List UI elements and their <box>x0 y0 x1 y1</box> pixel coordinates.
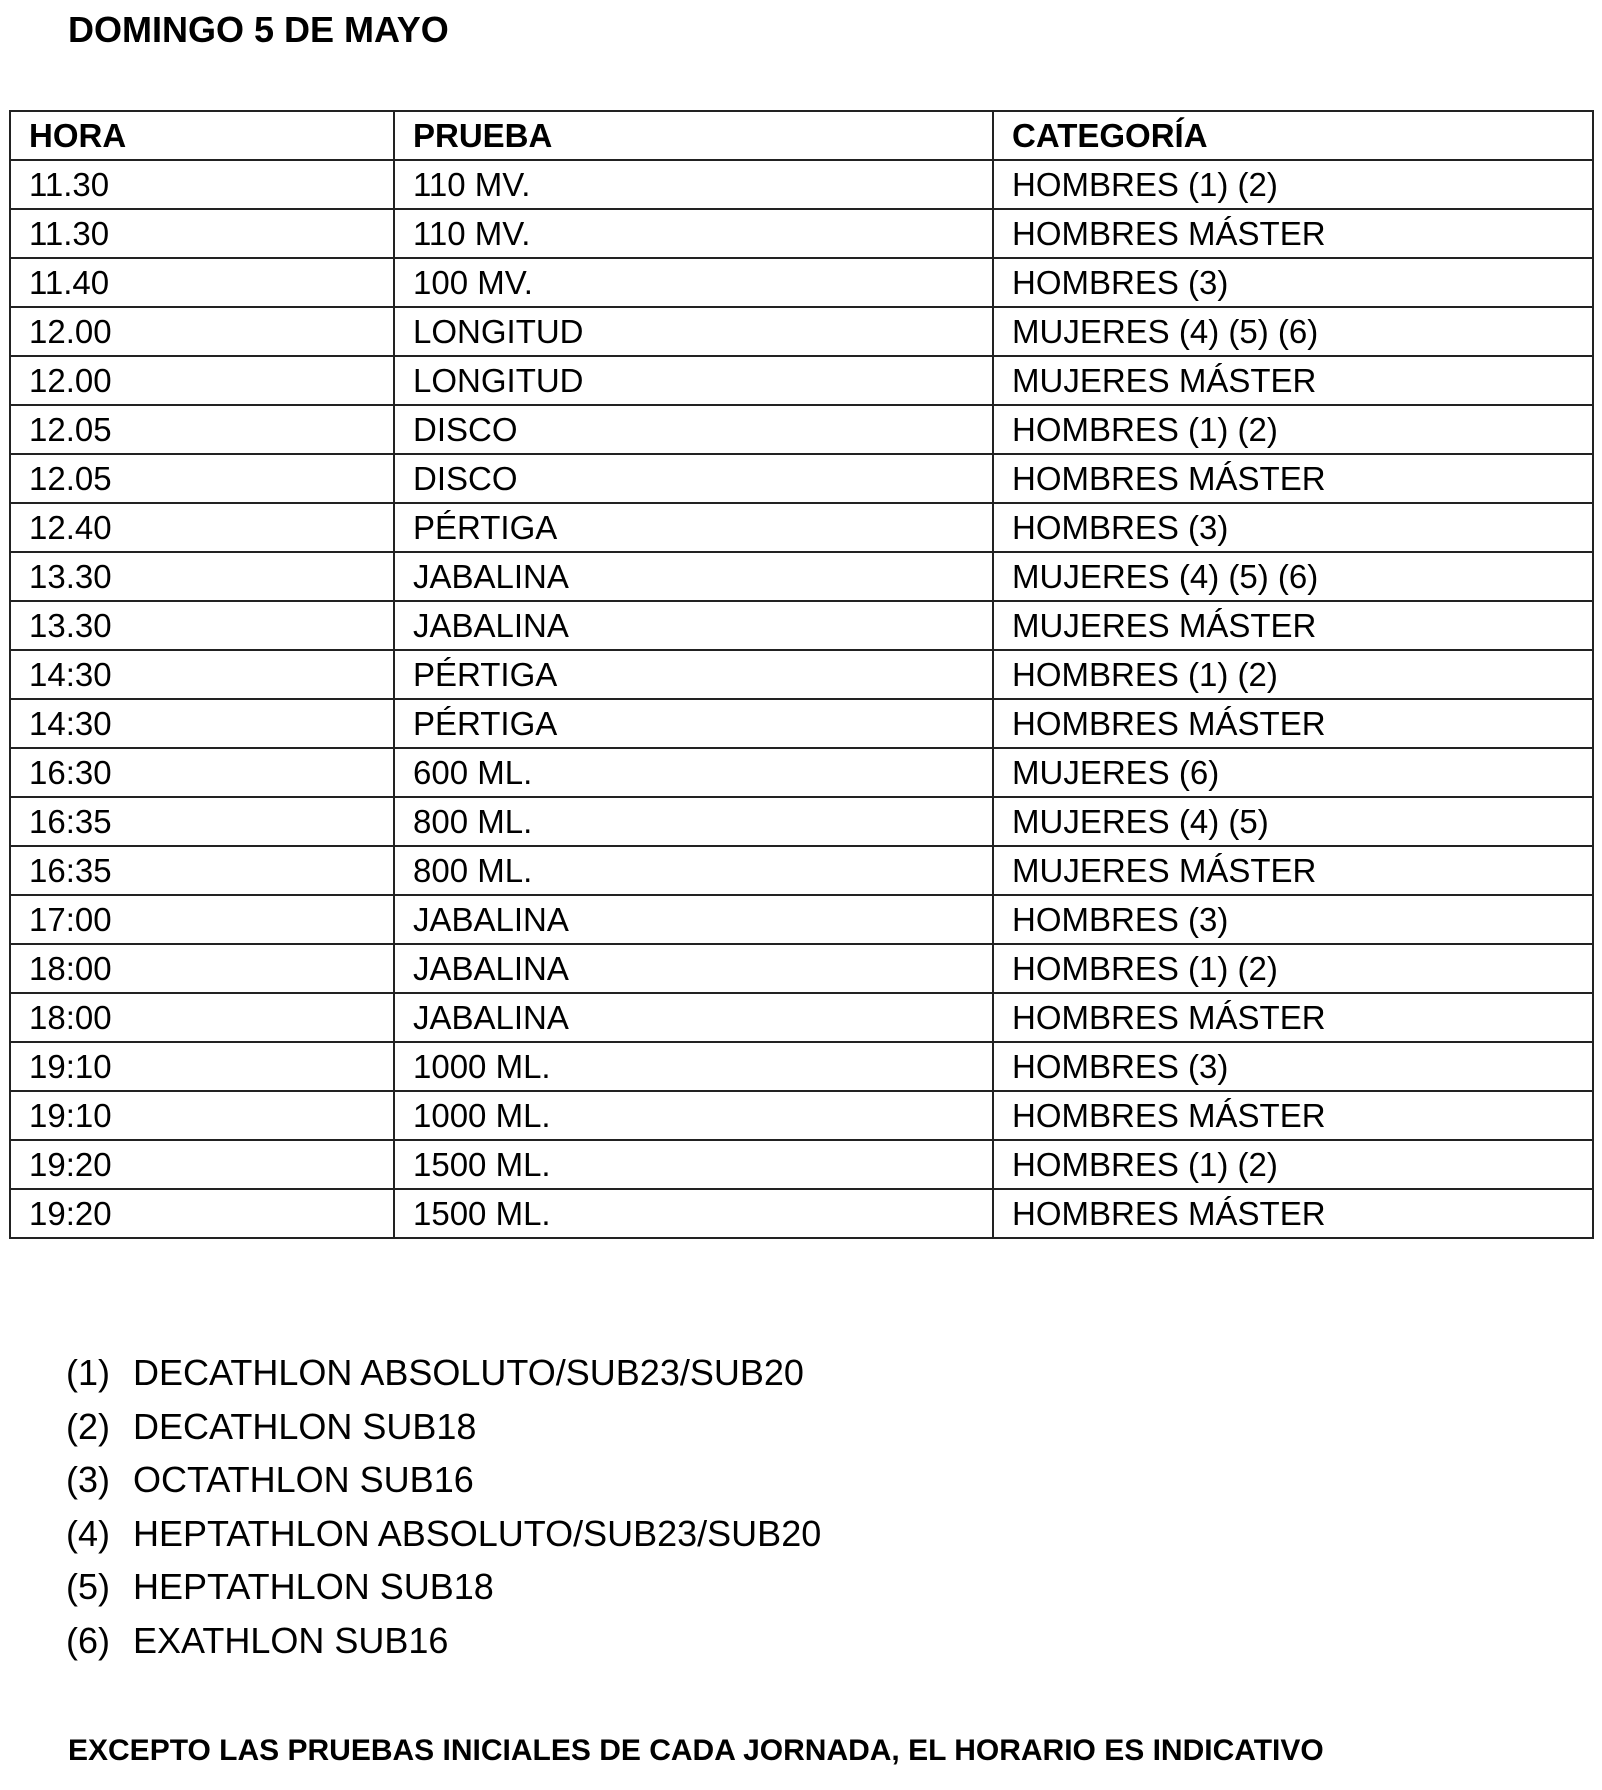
legend-item-number: (1) <box>66 1352 110 1393</box>
table-row <box>10 993 1593 1042</box>
cell-categoria: HOMBRES (1) (2) <box>993 1140 1593 1189</box>
cell-hora: 16:30 <box>10 748 394 797</box>
legend-item-number: (2) <box>66 1405 110 1447</box>
cell-prueba: PÉRTIGA <box>394 699 993 748</box>
table-row <box>10 601 1593 650</box>
cell-prueba: 1500 ML. <box>394 1189 993 1238</box>
table-row <box>10 895 1593 944</box>
table-row <box>10 503 1593 552</box>
cell-prueba: JABALINA <box>394 552 993 601</box>
table-row <box>10 1189 1593 1238</box>
legend-item-text: EXATHLON SUB16 <box>133 1619 449 1661</box>
cell-prueba: LONGITUD <box>394 307 993 356</box>
legend-item-text: HEPTATHLON SUB18 <box>133 1566 494 1607</box>
legend-item-number: (4) <box>66 1512 110 1554</box>
table-row <box>10 258 1593 307</box>
cell-categoria: HOMBRES MÁSTER <box>993 454 1593 503</box>
cell-categoria: HOMBRES (3) <box>993 1042 1593 1091</box>
cell-categoria: HOMBRES (1) (2) <box>993 160 1593 209</box>
table-row <box>10 160 1593 209</box>
cell-prueba: DISCO <box>394 454 993 503</box>
cell-prueba: 110 MV. <box>394 209 993 258</box>
table-row <box>10 307 1593 356</box>
table-row <box>10 944 1593 993</box>
table-row <box>10 405 1593 454</box>
legend-item-number: (6) <box>66 1619 110 1661</box>
cell-prueba: PÉRTIGA <box>394 503 993 552</box>
cell-hora: 18:00 <box>10 993 394 1042</box>
page-title: DOMINGO 5 DE MAYO <box>68 9 449 50</box>
cell-prueba: JABALINA <box>394 895 993 944</box>
footer-note: EXCEPTO LAS PRUEBAS INICIALES DE CADA JORNADA, EL HORARIO ES INDICATIVO <box>68 1734 1324 1767</box>
cell-categoria: HOMBRES (3) <box>993 895 1593 944</box>
legend-item-number: (5) <box>66 1566 110 1607</box>
cell-categoria: HOMBRES (3) <box>993 258 1593 307</box>
table-row <box>10 356 1593 405</box>
column-header-hora: HORA <box>10 111 394 160</box>
cell-prueba: DISCO <box>394 405 993 454</box>
cell-categoria: MUJERES (4) (5) (6) <box>993 307 1593 356</box>
cell-categoria: MUJERES (4) (5) <box>993 797 1593 846</box>
table-row <box>10 454 1593 503</box>
legend-item-text: DECATHLON ABSOLUTO/SUB23/SUB20 <box>133 1352 804 1393</box>
cell-categoria: HOMBRES (3) <box>993 503 1593 552</box>
legend-item <box>66 1560 821 1614</box>
column-header-prueba: PRUEBA <box>394 111 993 160</box>
legend-item <box>66 1346 821 1400</box>
cell-prueba: 600 ML. <box>394 748 993 797</box>
cell-categoria: MUJERES MÁSTER <box>993 846 1593 895</box>
header-row <box>10 111 1593 160</box>
cell-hora: 14:30 <box>10 650 394 699</box>
schedule-table-body <box>10 160 1593 1238</box>
table-row <box>10 846 1593 895</box>
table-row <box>10 209 1593 258</box>
cell-categoria: HOMBRES MÁSTER <box>993 699 1593 748</box>
table-row <box>10 748 1593 797</box>
cell-hora: 19:20 <box>10 1140 394 1189</box>
table-row <box>10 1140 1593 1189</box>
cell-categoria: MUJERES (6) <box>993 748 1593 797</box>
table-row <box>10 699 1593 748</box>
cell-hora: 12.40 <box>10 503 394 552</box>
cell-prueba: 800 ML. <box>394 797 993 846</box>
cell-categoria: HOMBRES MÁSTER <box>993 209 1593 258</box>
table-row <box>10 1042 1593 1091</box>
column-header-categoria: CATEGORÍA <box>993 111 1593 160</box>
cell-hora: 19:10 <box>10 1091 394 1140</box>
cell-hora: 16:35 <box>10 797 394 846</box>
legend-item <box>66 1400 821 1454</box>
cell-prueba: 110 MV. <box>394 160 993 209</box>
cell-prueba: 1500 ML. <box>394 1140 993 1189</box>
cell-prueba: 1000 ML. <box>394 1091 993 1140</box>
cell-hora: 19:20 <box>10 1189 394 1238</box>
cell-hora: 16:35 <box>10 846 394 895</box>
cell-prueba: JABALINA <box>394 944 993 993</box>
cell-hora: 12.00 <box>10 307 394 356</box>
cell-categoria: HOMBRES (1) (2) <box>993 944 1593 993</box>
cell-hora: 17:00 <box>10 895 394 944</box>
cell-categoria: HOMBRES MÁSTER <box>993 1189 1593 1238</box>
cell-prueba: JABALINA <box>394 601 993 650</box>
cell-categoria: HOMBRES (1) (2) <box>993 405 1593 454</box>
cell-hora: 18:00 <box>10 944 394 993</box>
cell-hora: 12.05 <box>10 454 394 503</box>
schedule-table <box>9 110 1594 1239</box>
cell-categoria: MUJERES MÁSTER <box>993 601 1593 650</box>
cell-prueba: 1000 ML. <box>394 1042 993 1091</box>
legend-item <box>66 1507 821 1561</box>
cell-hora: 12.00 <box>10 356 394 405</box>
legend-item-number: (3) <box>66 1459 110 1500</box>
cell-hora: 11.30 <box>10 160 394 209</box>
cell-hora: 11.30 <box>10 209 394 258</box>
cell-categoria: MUJERES (4) (5) (6) <box>993 552 1593 601</box>
cell-prueba: 800 ML. <box>394 846 993 895</box>
cell-hora: 13.30 <box>10 552 394 601</box>
legend-item <box>66 1614 821 1668</box>
table-row <box>10 552 1593 601</box>
cell-hora: 13.30 <box>10 601 394 650</box>
table-row <box>10 650 1593 699</box>
footnote-legend <box>66 1346 821 1667</box>
cell-prueba: LONGITUD <box>394 356 993 405</box>
cell-prueba: 100 MV. <box>394 258 993 307</box>
cell-prueba: JABALINA <box>394 993 993 1042</box>
cell-hora: 19:10 <box>10 1042 394 1091</box>
table-row <box>10 1091 1593 1140</box>
cell-categoria: HOMBRES MÁSTER <box>993 1091 1593 1140</box>
schedule-table-header <box>10 111 1593 160</box>
cell-hora: 14:30 <box>10 699 394 748</box>
cell-prueba: PÉRTIGA <box>394 650 993 699</box>
legend-item-text: OCTATHLON SUB16 <box>133 1459 474 1500</box>
cell-hora: 12.05 <box>10 405 394 454</box>
legend-item-text: HEPTATHLON ABSOLUTO/SUB23/SUB20 <box>133 1512 822 1554</box>
cell-hora: 11.40 <box>10 258 394 307</box>
legend-item <box>66 1453 821 1507</box>
cell-categoria: HOMBRES MÁSTER <box>993 993 1593 1042</box>
cell-categoria: HOMBRES (1) (2) <box>993 650 1593 699</box>
legend-item-text: DECATHLON SUB18 <box>133 1405 477 1447</box>
table-row <box>10 797 1593 846</box>
cell-categoria: MUJERES MÁSTER <box>993 356 1593 405</box>
